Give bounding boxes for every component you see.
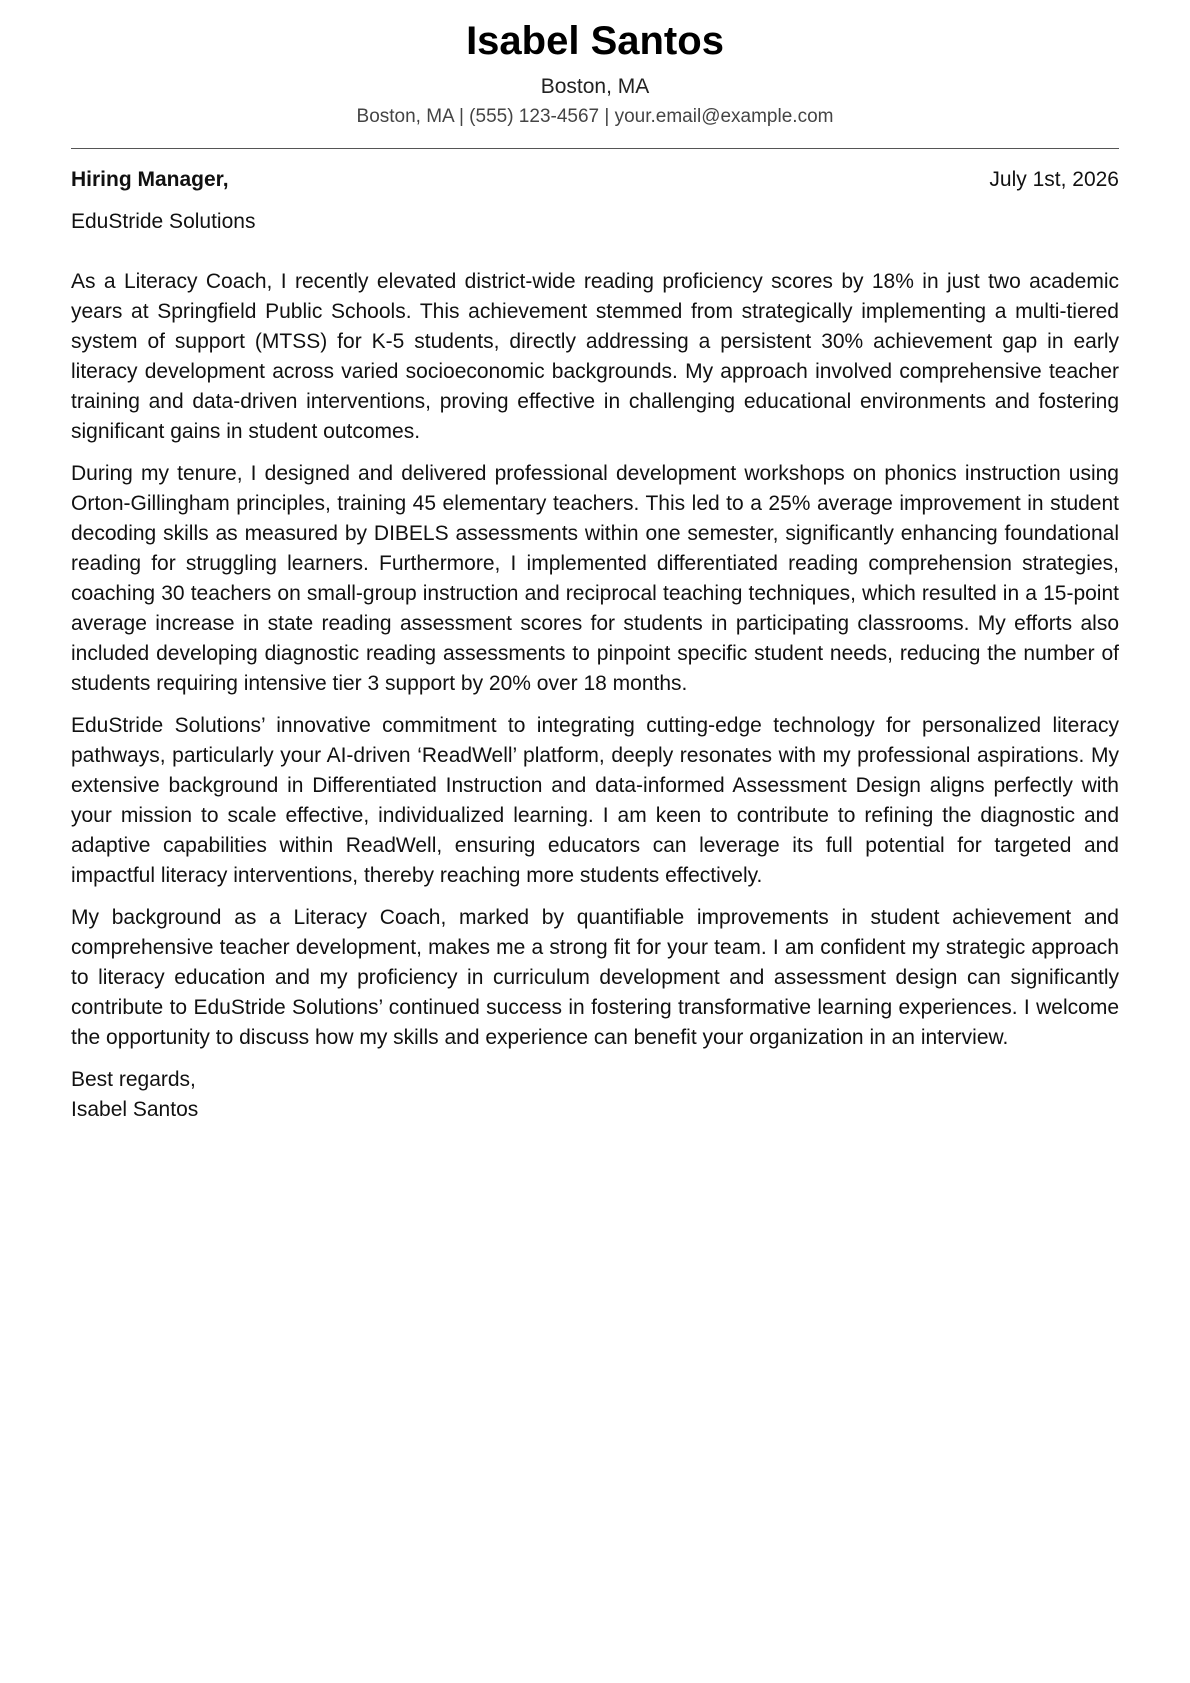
recipient-date-row bbox=[71, 165, 1119, 195]
closing-phrase: Best regards, bbox=[71, 1068, 196, 1091]
recipient-company: EduStride Solutions bbox=[71, 210, 256, 233]
letter-body bbox=[71, 267, 1119, 1053]
signature-name: Isabel Santos bbox=[71, 1098, 199, 1121]
body-paragraph: During my tenure, I designed and delivered professional development workshops on phonics instruction using Orton-Gillingham principles, training 45 elementary teachers. This led to a 25% average improvement in student decoding skills as measured by DIBELS assessments within one semester, significantly enhancing foundational reading for struggling learners. Furthermore, I implemented differentiated reading comprehension strategies, coaching 30 teachers on small-group instruction and reciprocal teaching techniques, which resulted in a 15-point average increase in state reading assessment scores for students in participating classrooms. My efforts also included developing diagnostic reading assessments to pinpoint specific student needs, reducing the number of students requiring intensive tier 3 support by 20% over 18 months. bbox=[71, 462, 1119, 695]
letter-closing bbox=[71, 1065, 1119, 1125]
recipient-salutation: Hiring Manager, bbox=[71, 168, 229, 191]
cover-letter-page bbox=[71, 0, 1119, 1125]
applicant-location: Boston, MA bbox=[540, 75, 650, 98]
header-divider bbox=[71, 148, 1119, 149]
body-paragraph: My background as a Literacy Coach, marked by quantifiable improvements in student achievement and comprehensive teacher development, makes me a strong fit for your team. I am confident my strategic approach to literacy education and my proficiency in curriculum development and assessment design can significantly contribute to EduStride Solutions’ continued success in fostering transformative learning experiences. I welcome the opportunity to discuss how my skills and experience can benefit your organization in an interview. bbox=[71, 906, 1119, 1049]
letter-header bbox=[71, 0, 1119, 130]
body-paragraph: EduStride Solutions’ innovative commitment to integrating cutting-edge technology for personalized literacy pathways, particularly your AI-driven ‘ReadWell’ platform, deeply resonates with my professional aspirations. My extensive background in Differentiated Instruction and data-informed Assessment Design aligns perfectly with your mission to scale effective, individualized learning. I am keen to contribute to refining the diagnostic and adaptive capabilities within ReadWell, ensuring educators can leverage its full potential for targeted and impactful literacy interventions, thereby reaching more students effectively. bbox=[71, 714, 1119, 887]
body-paragraph: As a Literacy Coach, I recently elevated district-wide reading proficiency scores by 18% in just two academic years at Springfield Public Schools. This achievement stemmed from strategically implementing a multi-tiered system of support (MTSS) for K-5 students, directly addressing a persistent 30% achievement gap in early literacy development across varied socioeconomic backgrounds. My approach involved comprehensive teacher training and data-driven interventions, proving effective in challenging educational environments and fostering significant gains in student outcomes. bbox=[71, 270, 1119, 443]
applicant-name: Isabel Santos bbox=[466, 19, 724, 63]
contact-line: Boston, MA | (555) 123-4567 | your.email@example.com bbox=[356, 106, 834, 127]
letter-date: July 1st, 2026 bbox=[989, 168, 1119, 191]
